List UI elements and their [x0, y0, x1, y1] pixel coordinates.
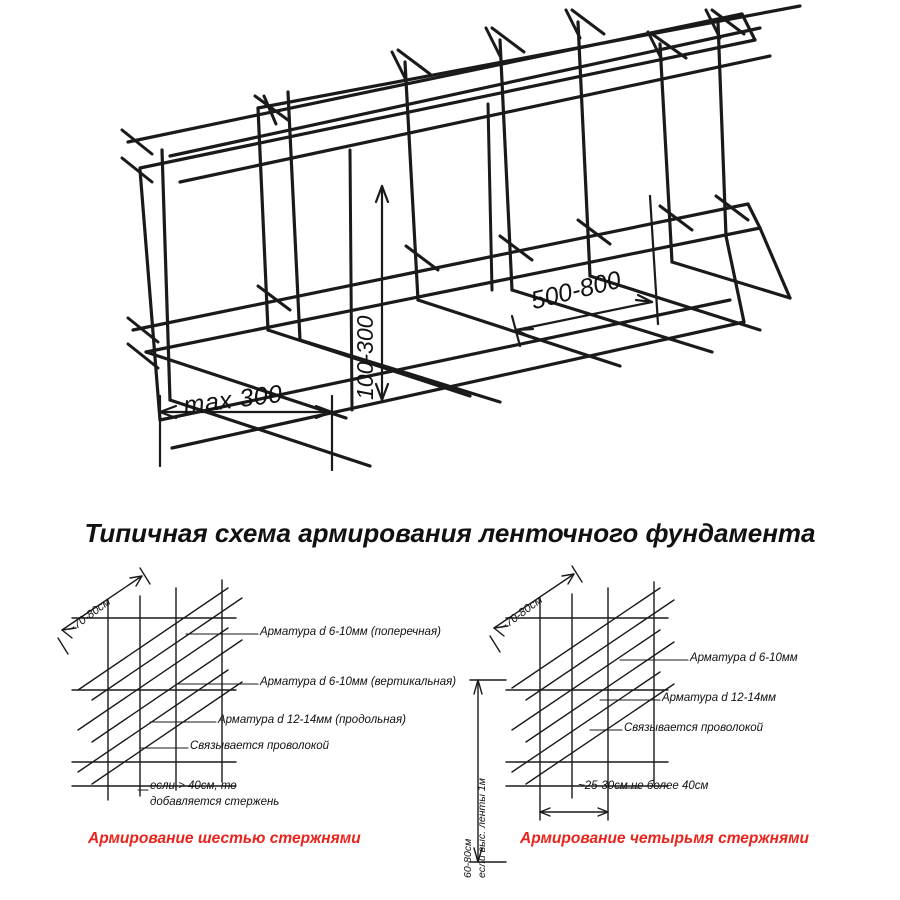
- right-diagram-title: Армирование четырьмя стержнями: [520, 830, 810, 847]
- right-bottom-note: ~25-30см не более 40см: [578, 780, 709, 792]
- figure-title: Типичная схема армирования ленточного фундамента: [84, 518, 816, 548]
- right-callout-2: Арматура d 12-14мм: [662, 692, 777, 704]
- right-vertical-dim-2: если выс. ленты 1м: [476, 778, 488, 878]
- dimension-max-300: max 300: [182, 379, 285, 420]
- left-top-dimension: ~70-80см: [66, 596, 113, 636]
- left-note-1: если > 40см, то: [150, 780, 237, 792]
- left-note-2: добавляется стержень: [150, 796, 280, 808]
- left-diagram-title: Армирование шестью стержнями: [88, 830, 361, 847]
- right-top-dimension: ~70-80см: [498, 594, 545, 634]
- dimension-500-800: 500-800: [528, 265, 624, 316]
- dimension-100-300: 100-300: [352, 315, 378, 400]
- left-callout-2: Арматура d 6-10мм (вертикальная): [260, 676, 457, 688]
- right-vertical-dim-1: 60-80см: [462, 838, 474, 878]
- right-callout-1: Арматура d 6-10мм: [690, 652, 798, 664]
- right-callout-3: Связывается проволокой: [624, 722, 764, 734]
- left-callout-3: Арматура d 12-14мм (продольная): [218, 714, 406, 726]
- left-callout-4: Связывается проволокой: [190, 740, 330, 752]
- left-callout-1: Арматура d 6-10мм (поперечная): [260, 626, 441, 638]
